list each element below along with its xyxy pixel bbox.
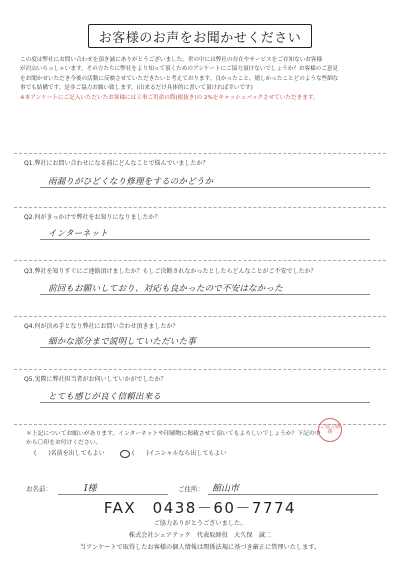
question-3: Q3.弊社を知りすぐにご連絡頂けましたか？もしご決断されなかったとしたらどんなことがご不安でしたか？ — [24, 268, 317, 275]
divider — [14, 369, 386, 370]
question-1: Q1.弊社にお問い合わせになる前にどんなことで悩んでいましたか？ — [24, 160, 209, 167]
fax-number: FAX 0438－60－7774 — [103, 499, 297, 517]
name-label: お名前： — [26, 485, 52, 493]
divider — [14, 316, 386, 317]
company-signature: 株式会社シェアテック 代表取締役 大久保 誠二 — [128, 532, 272, 539]
address-underline — [208, 494, 378, 495]
answer-3[interactable]: 前回もお願いしており、対応も良かったので不安はなかった — [40, 277, 370, 295]
thanks-stamp: ご協力感謝 — [318, 418, 342, 442]
intro-line: この度は弊社にお問い合わせを頂き誠にありがとうございました。世の中には弊社の存在やサービスをご存知ないお客様 — [20, 57, 323, 63]
address-value[interactable]: 館山市 — [212, 484, 240, 494]
divider — [14, 260, 386, 261]
cashback-note: ※本アンケートにご記入いただいたお客様には工事ご用命の際(税抜き)の 2%をキャッシュバックさせていただきます。 — [20, 94, 319, 101]
question-4: Q4.何が決め手となり弊社にお問い合わせ頂きましたか？ — [24, 323, 179, 330]
option-initial-label: ( )イニシャルなら出してもよい — [132, 450, 227, 457]
intro-line: が沢山いらっしゃいます。その方たちに弊社をより知って頂くためのアンケートにご協力頂けないでしょうか？お客様のご意見 — [20, 66, 339, 73]
question-5: Q5.実際に弊社担当者がお伺いしていかがでしたか？ — [24, 376, 167, 383]
divider — [14, 153, 386, 154]
answer-4[interactable]: 細かな部分まで説明していただいた事 — [40, 330, 370, 348]
divider — [14, 207, 386, 208]
name-underline — [58, 494, 168, 495]
option-initial-ok[interactable] — [118, 448, 226, 458]
consent-request: ＊上記についてお願いがあります。インターネットや印刷物に掲載させて頂いてもよろしいでしょうか？下記の中から〇印をお付けください。 — [26, 431, 321, 446]
name-value[interactable]: I様 — [84, 484, 97, 494]
answer-2[interactable]: インターネット — [40, 222, 370, 240]
question-2: Q2.何がきっかけで弊社をお知りになりましたか？ — [24, 214, 161, 221]
address-label: ご住所： — [178, 485, 204, 493]
intro-line: 事でも結構です。是非ご協力お願い致します。(出来るだけ具体的に書いて頂ければ幸いです) — [20, 85, 253, 92]
thanks-text: ご協力ありがとうございました。 — [153, 520, 247, 527]
option-name-ok[interactable]: ( )名前を出してもよい — [34, 450, 105, 457]
intro-line: をお聞かせいただき今後の活動に反映させていただきたいと考えております。良かったこと、嬉しかったことどのような些細な — [20, 75, 339, 82]
answer-5[interactable]: とても感じが良く信頼出来る — [40, 385, 370, 403]
page-title: お客様のお声をお聞かせください — [88, 24, 312, 48]
intro-text — [20, 56, 385, 103]
privacy-notice: 当アンケートで取得したお客様の個人情報は関係法規に基づき厳正に管理いたします。 — [79, 544, 321, 551]
circle-mark-icon — [120, 450, 130, 458]
answer-1[interactable]: 雨漏りがひどくなり修理をするのかどうか — [40, 170, 370, 188]
